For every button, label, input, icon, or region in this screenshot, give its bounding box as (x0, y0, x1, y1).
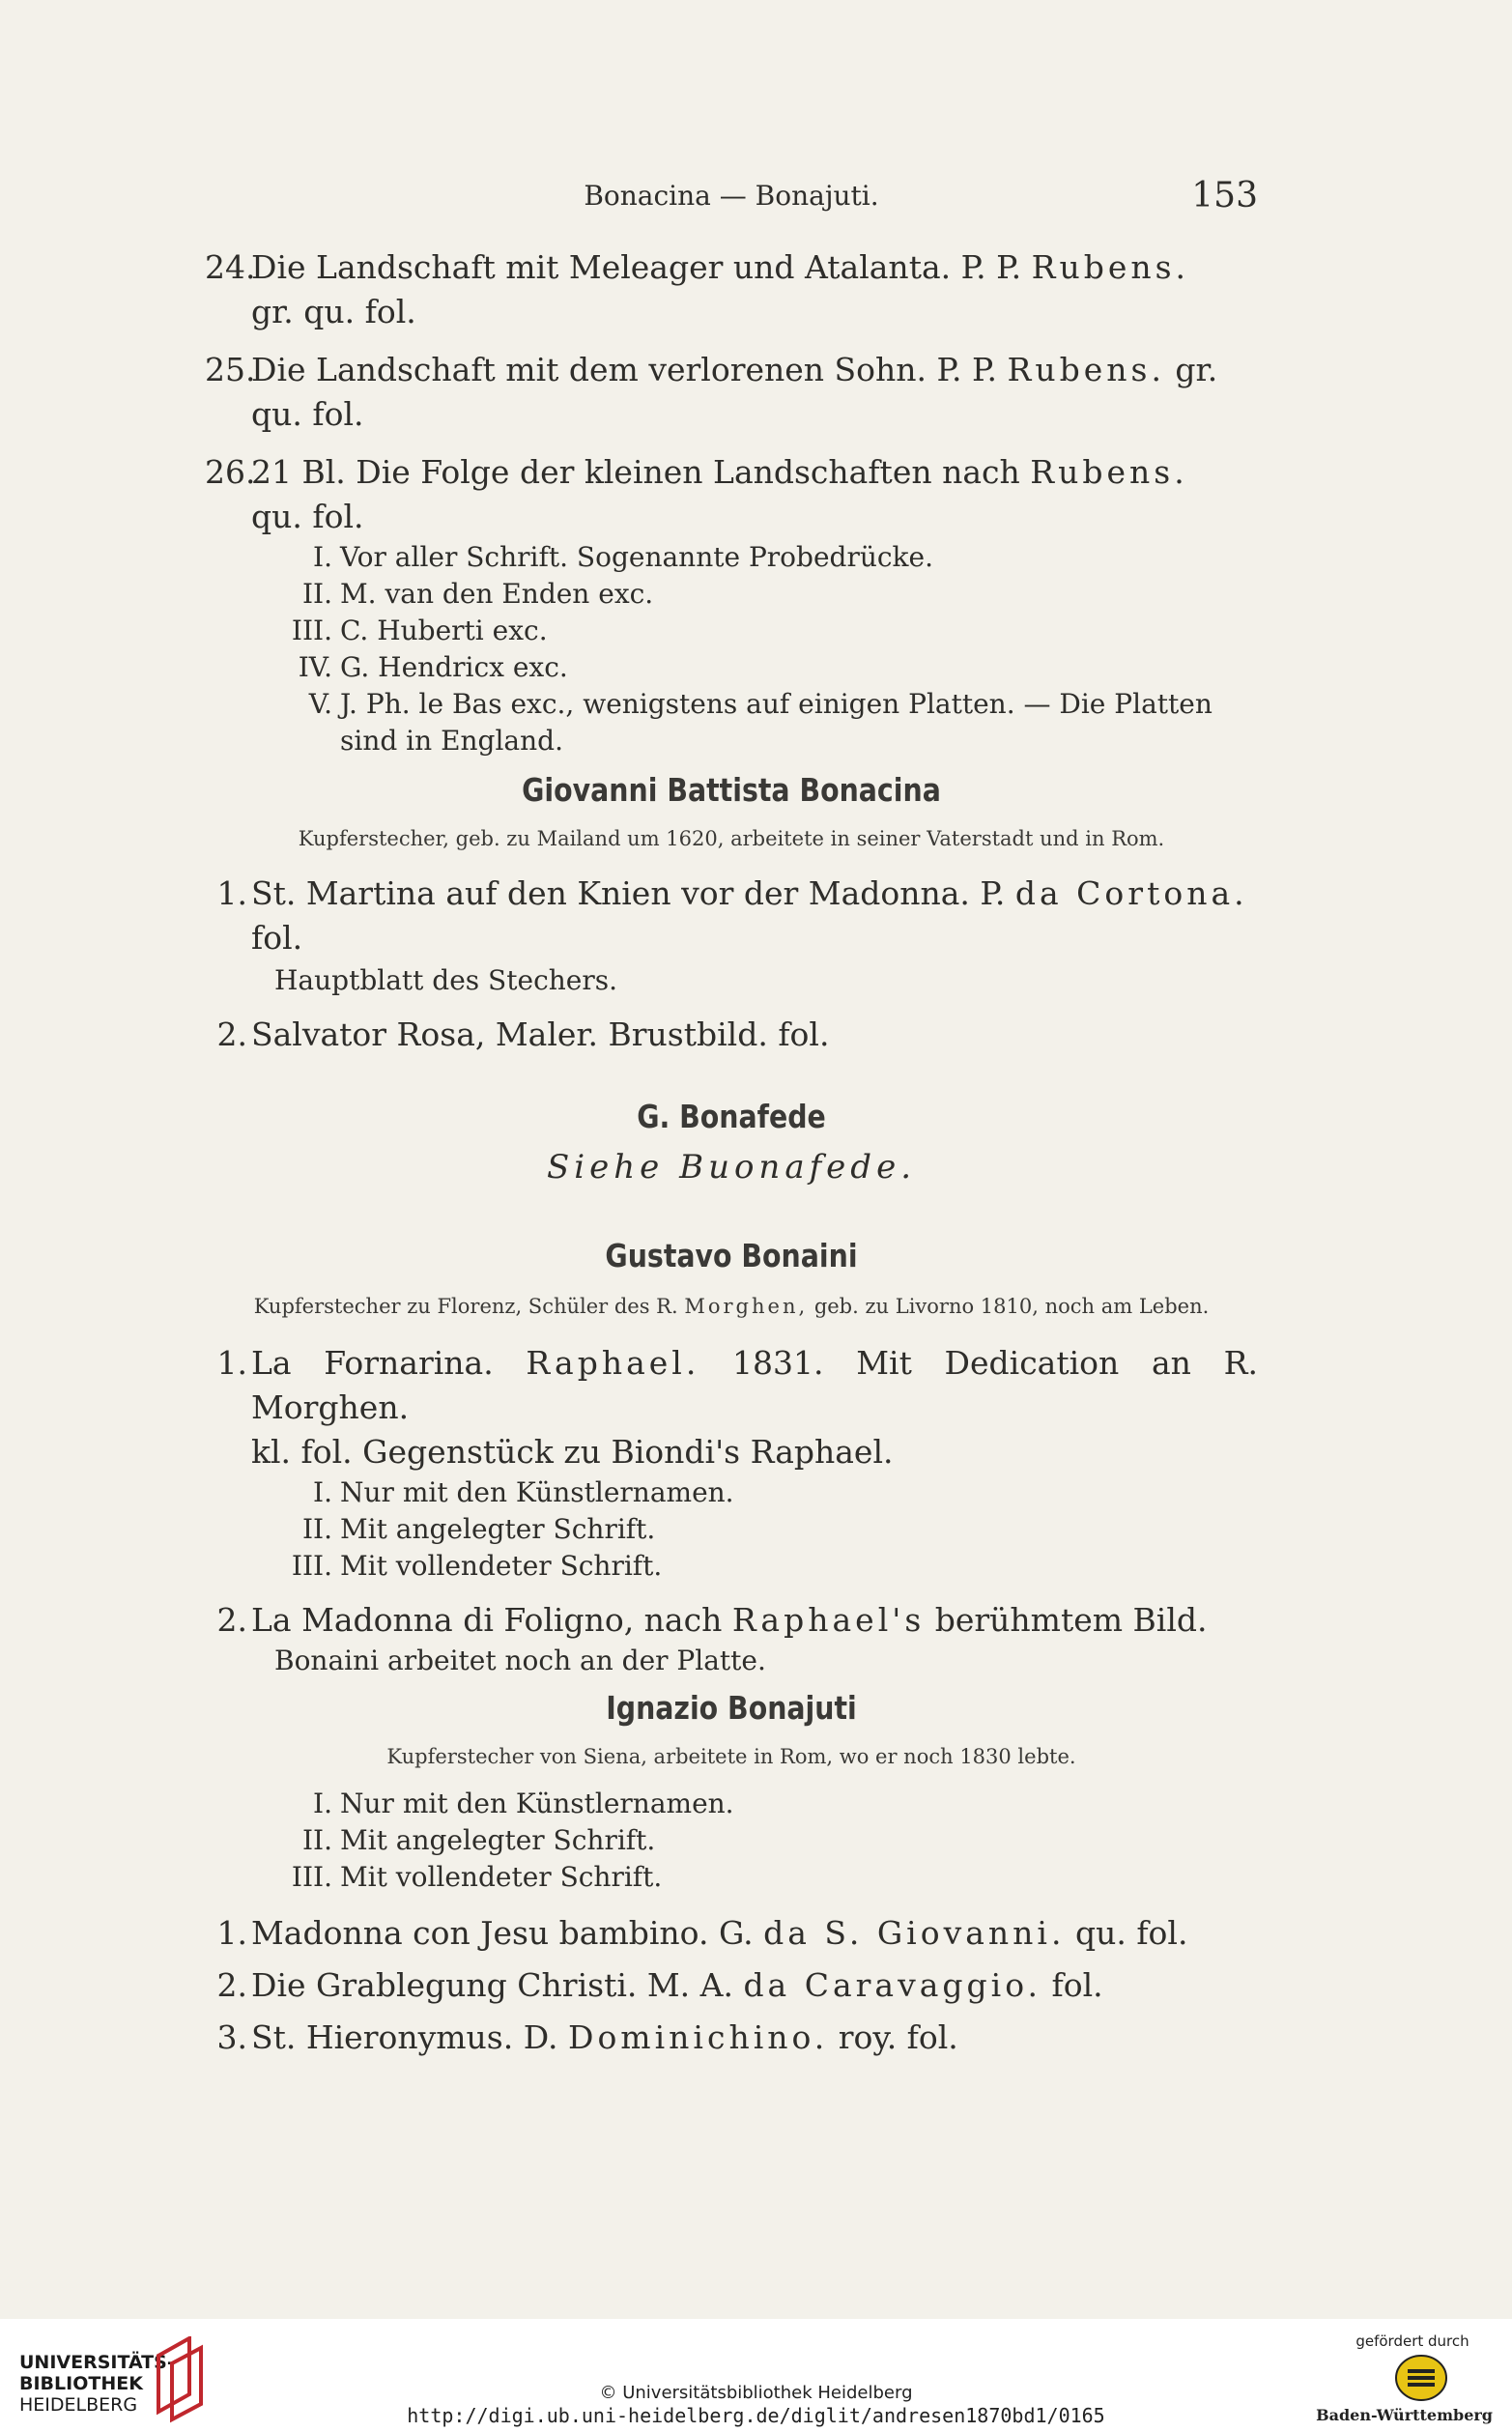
running-header (205, 176, 1258, 218)
state-item: III. Mit vollendeter Schrift. (291, 1550, 663, 1582)
funded-by-label: gefördert durch (1355, 2332, 1469, 2350)
bonaini-entry-2: 2. La Madonna di Foligno, nach Raphael's berühmtem Bild. (216, 1601, 1208, 1639)
footer-bar (0, 2319, 1512, 2432)
state-item: III. Mit vollendeter Schrift. (291, 1861, 663, 1893)
entry-25: 25. Die Landschaft mit dem verlorenen Sohn. P. P. Rubens. gr. qu. fol. (205, 351, 1218, 433)
bonacina-entries (205, 872, 1258, 1057)
bonaini-states (205, 1474, 1258, 1585)
state-crest-icon (1394, 2354, 1448, 2406)
page-number: 153 (1191, 176, 1258, 215)
state-item: II. M. van den Enden exc. (301, 578, 654, 610)
copyright-notice: © Universitätsbibliothek Heidelberg (599, 2383, 913, 2403)
permalink[interactable]: http://digi.ub.uni-heidelberg.de/diglit/andresen1870bd1/0165 (407, 2404, 1105, 2427)
bonajuti-entry-1: 1. Madonna con Jesu bambino. G. da S. Giovanni. qu. fol. (216, 1914, 1188, 1952)
state-item: III. C. Huberti exc. (291, 615, 548, 646)
artist-heading-bonacina: Giovanni Battista Bonacina (522, 771, 941, 809)
funder-name: Baden-Württemberg (1316, 2406, 1493, 2424)
cross-reference: Siehe Buonafede. (546, 1148, 917, 1187)
artist-bio-bonacina: Kupferstecher, geb. zu Mailand um 1620, arbeitete in seiner Vaterstadt und in Rom. (298, 827, 1165, 850)
state-item: II. Mit angelegter Schrift. (301, 1824, 656, 1856)
state-list (205, 539, 1258, 759)
state-item: I. Nur mit den Künstlernamen. (313, 1788, 734, 1819)
state-item: IV. G. Hendricx exc. (298, 651, 568, 683)
artist-heading-bonajuti: Ignazio Bonajuti (606, 1689, 857, 1727)
prev-entries (205, 245, 1258, 759)
bonajuti-entries (205, 1786, 1258, 2060)
library-name: UNIVERSITÄTS- BIBLIOTHEK HEIDELBERG (19, 2352, 175, 2416)
state-item: I. Vor aller Schrift. Sogenannte Probedrücke. (313, 541, 933, 573)
entry-24: 24. Die Landschaft mit Meleager und Atalanta. P. P. Rubens. gr. qu. fol. (205, 248, 1190, 330)
artist-bio-bonajuti: Kupferstecher von Siena, arbeitete in Rom, wo er noch 1830 lebte. (386, 1745, 1076, 1768)
state-item: V. J. Ph. le Bas exc., wenigstens auf einigen Platten. — Die Platten sind in England. (308, 688, 1212, 757)
artist-bio-bonaini: Kupferstecher zu Florenz, Schüler des R. Morghen, geb. zu Livorno 1810, noch am Leben. (253, 1295, 1210, 1318)
artist-heading-bonafede: G. Bonafede (637, 1098, 826, 1135)
state-item: I. Nur mit den Künstlernamen. (313, 1476, 734, 1508)
bonacina-note: Hauptblatt des Stechers. (274, 964, 618, 996)
bonajuti-entry-2: 2. Die Grablegung Christi. M. A. da Caravaggio. fol. (216, 1966, 1103, 2004)
entry-26: 26. 21 Bl. Die Folge der kleinen Landschaften nach Rubens. qu. fol. (205, 453, 1188, 535)
bonacina-entry-1: 1. St. Martina auf den Knien vor der Madonna. P. da Cortona. fol. (216, 874, 1248, 957)
artist-heading-bonaini: Gustavo Bonaini (605, 1237, 858, 1274)
bonaini-entry-1: 1. La Fornarina. Raphael. 1831. Mit Dedication an R. Morghen. kl. fol. Gegenstück zu Biondi's Raphael. (216, 1344, 1258, 1471)
state-item: II. Mit angelegter Schrift. (301, 1513, 656, 1545)
bonacina-entry-2: 2. Salvator Rosa, Maler. Brustbild. fol. (216, 1016, 830, 1053)
bonaini-note: Bonaini arbeitet noch an der Platte. (274, 1645, 766, 1676)
bonaini-entries (205, 1341, 1258, 1679)
bonajuti-states (205, 1786, 1258, 1896)
running-title: Bonacina — Bonajuti. (584, 180, 879, 212)
bonajuti-entry-3: 3. St. Hieronymus. D. Dominichino. roy. fol. (216, 2018, 958, 2056)
